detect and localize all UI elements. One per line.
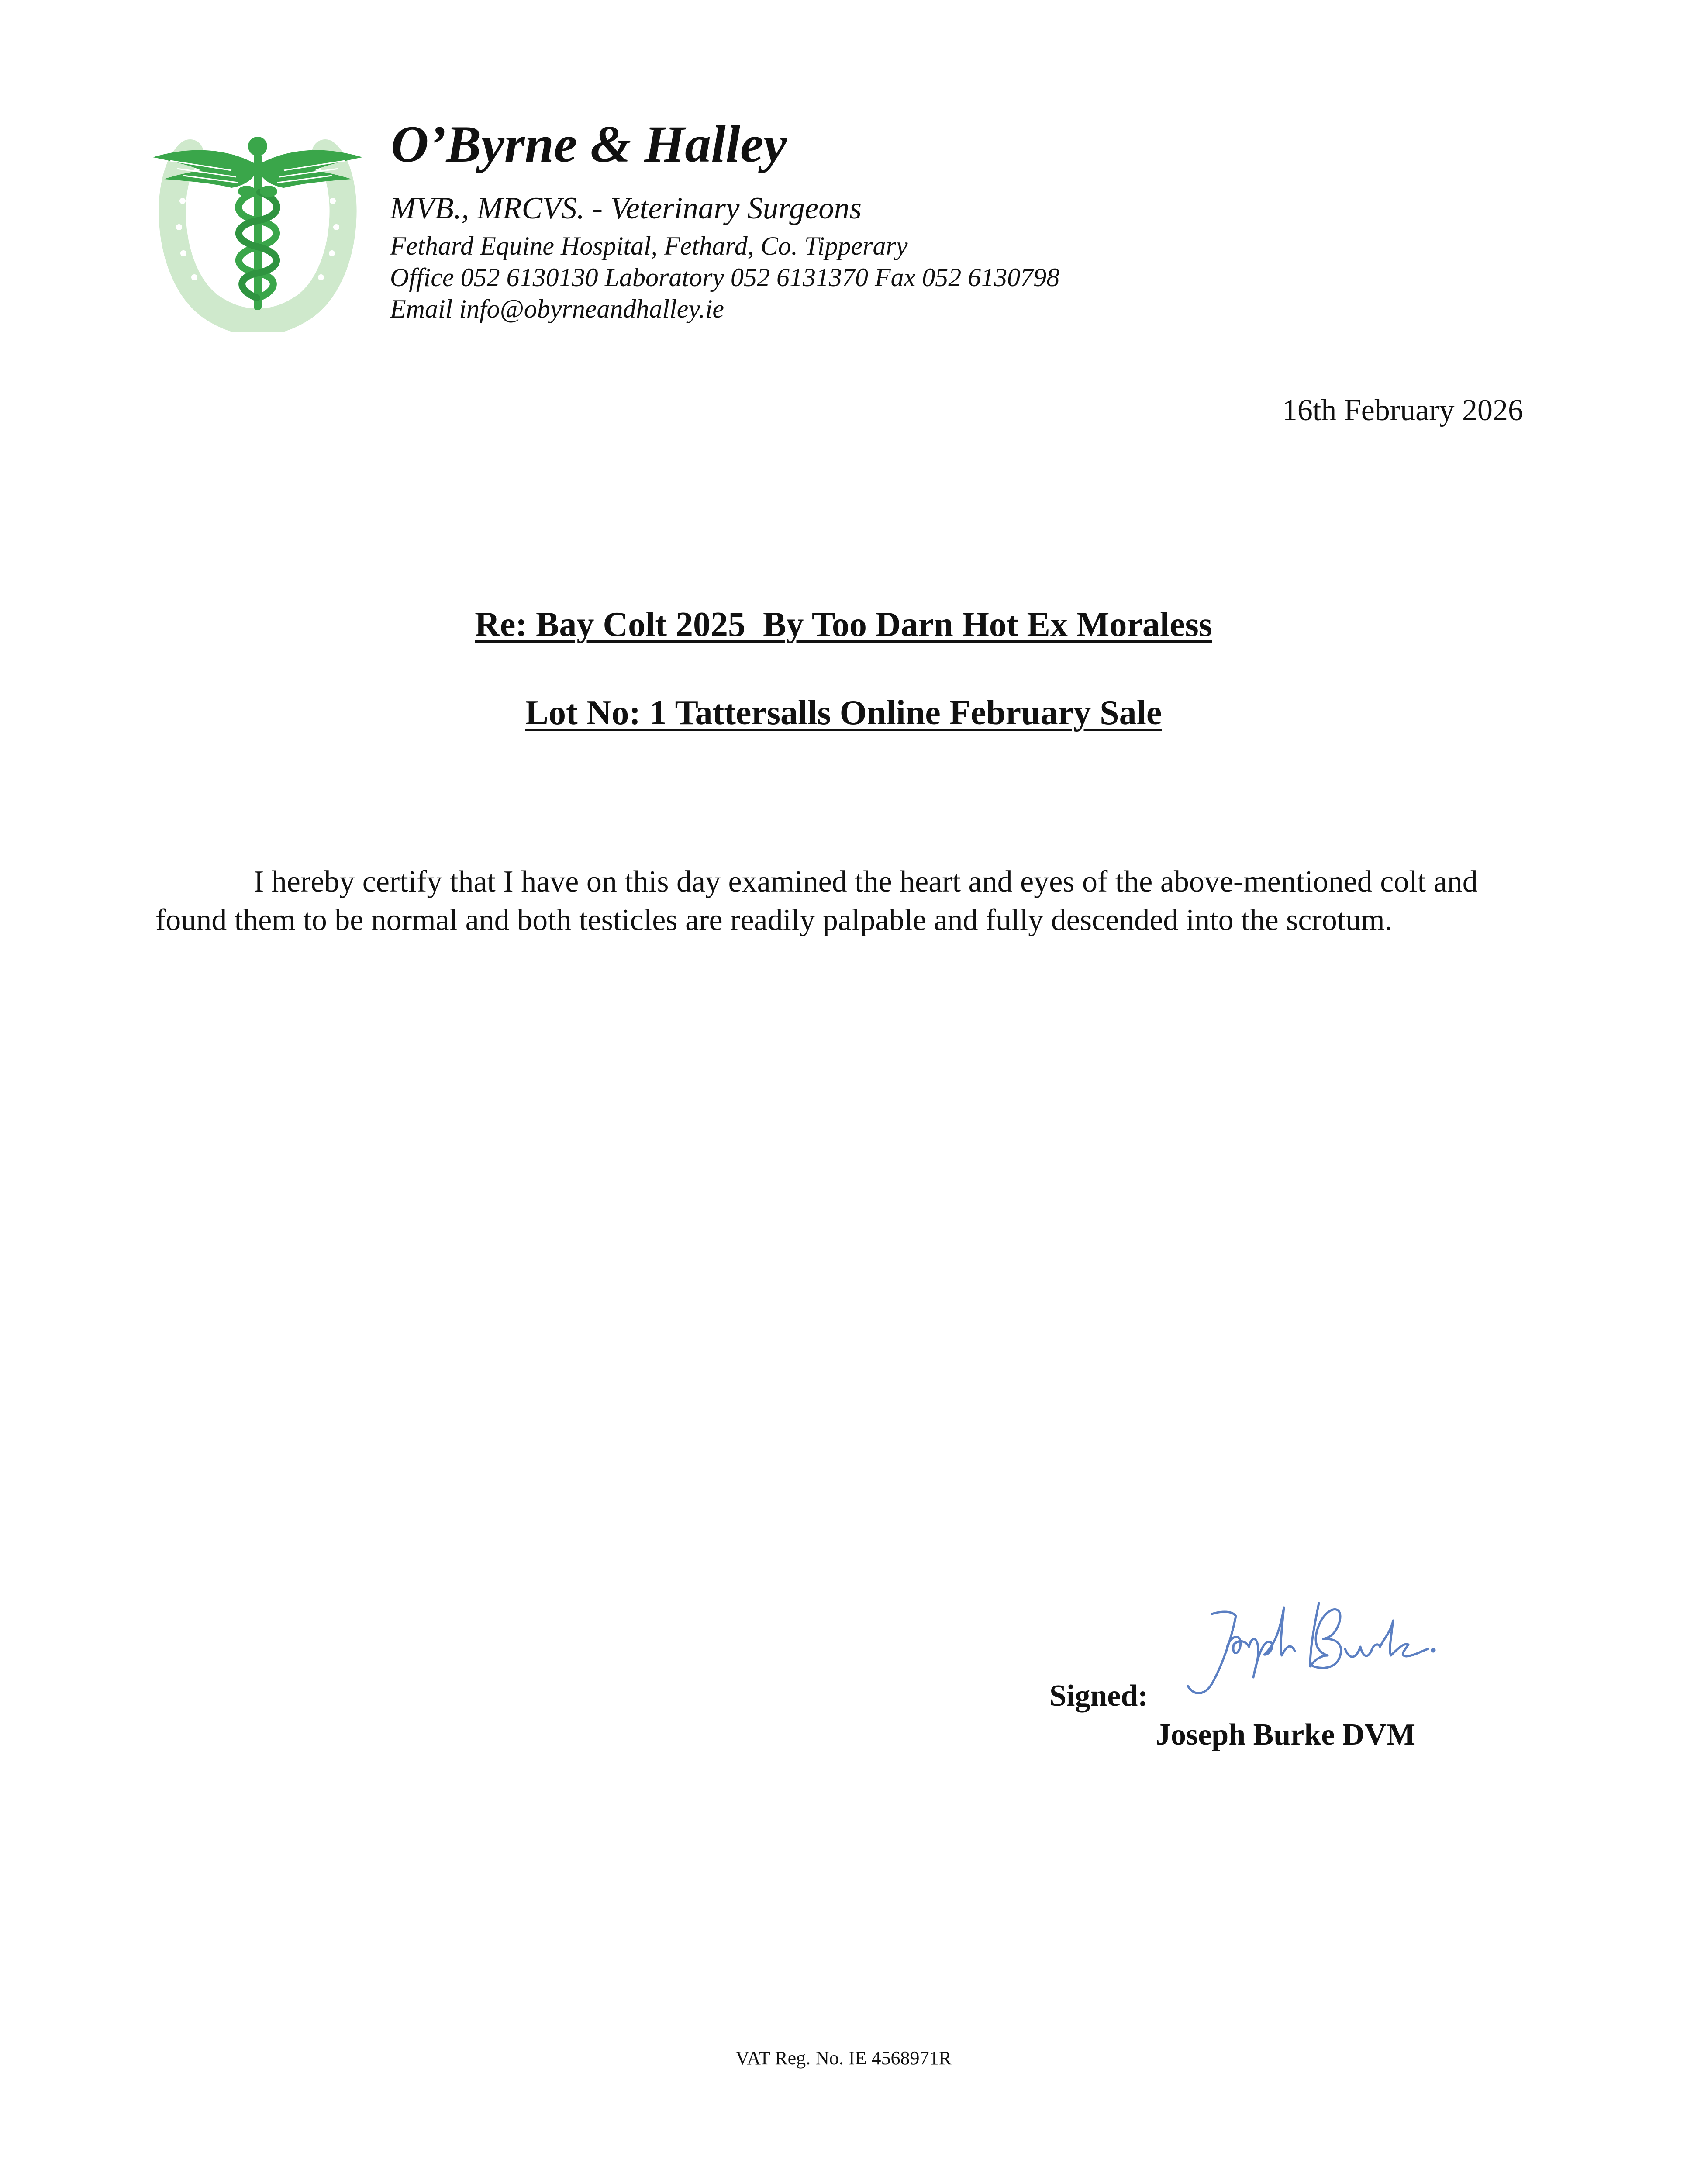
lot-heading: Lot No: 1 Tattersalls Online February Sale [525,694,1162,732]
certificate-body: I hereby certify that I have on this day examined the heart and eyes of the above-mentioned colt and found them to be normal and both testicles are readily palpable and fully descended into the scrotum. [155,865,1478,937]
signer-name: Joseph Burke DVM [1156,1718,1416,1752]
handwritten-signature [1170,1590,1450,1708]
practice-address: Fethard Equine Hospital, Fethard, Co. Tipperary [390,232,908,260]
practice-email: Email info@obyrneandhalley.ie [390,294,724,323]
practice-phone-numbers: Office 052 6130130 Laboratory 052 6131370 Fax 052 6130798 [390,263,1060,292]
letter-date: 16th February 2026 [1282,394,1523,427]
subject-heading: Re: Bay Colt 2025 By Too Darn Hot Ex Moraless [475,605,1212,644]
vat-registration: VAT Reg. No. IE 4568971R [735,2047,952,2069]
practice-name: O’Byrne & Halley [391,115,787,173]
signed-label: Signed: [1049,1679,1148,1713]
practice-qualifications: MVB., MRCVS. - Veterinary Surgeons [390,191,862,225]
caduceus-horseshoe-logo [144,127,371,332]
